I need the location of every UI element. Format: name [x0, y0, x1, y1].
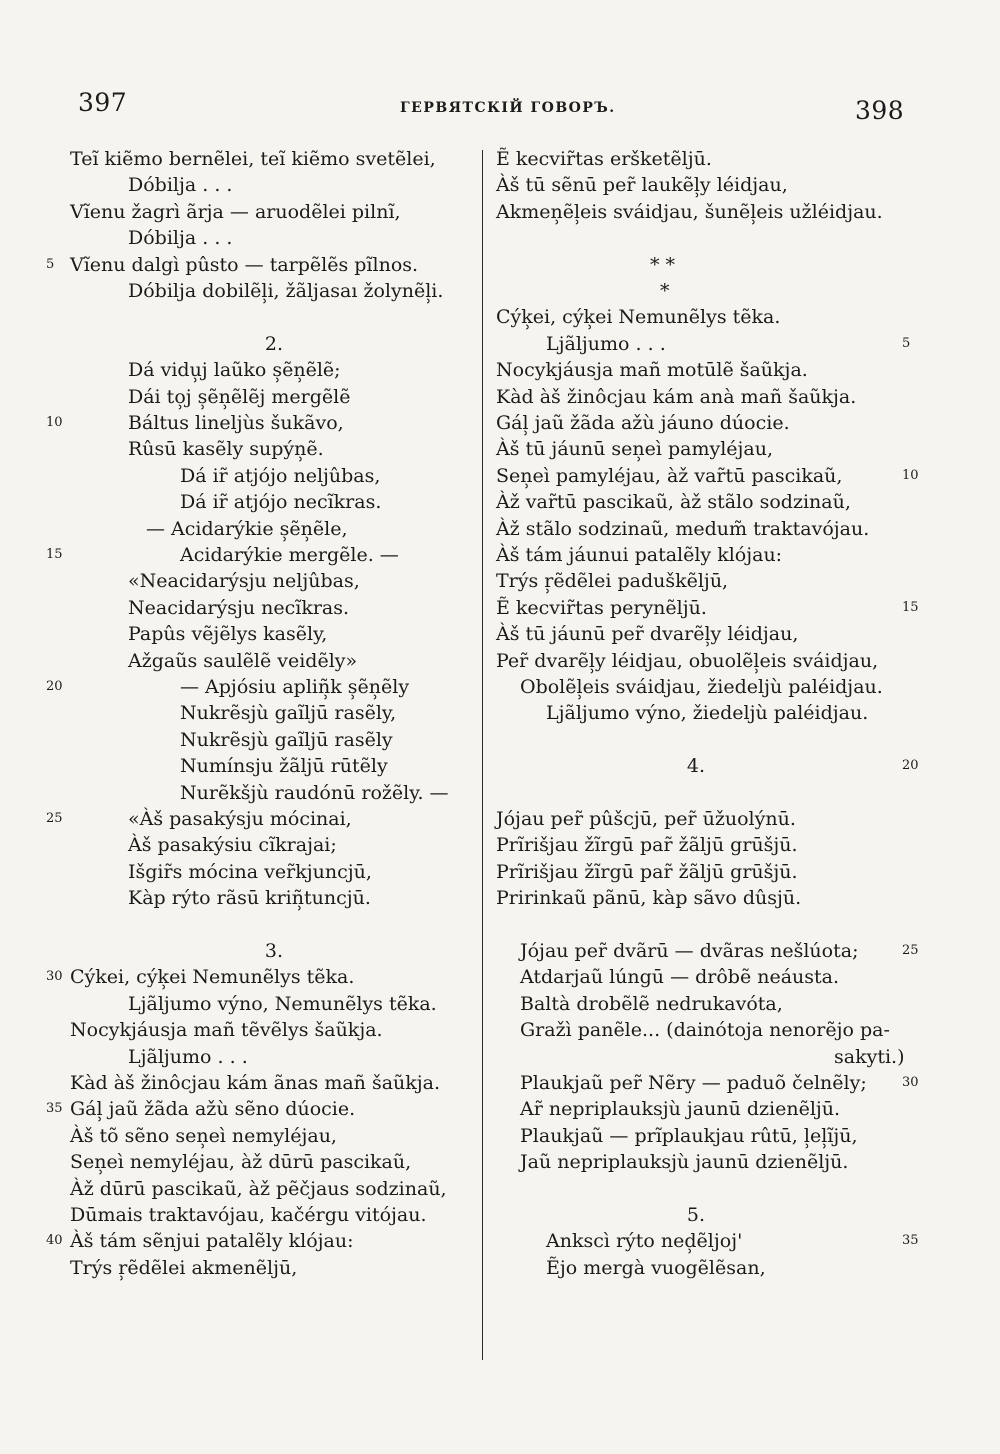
verse-line: Cýkei, cýk̹ei Nemunẽlys tẽka.	[70, 966, 355, 988]
verse-line: Dái to̹j s̹ẽn̹ẽlẽj mergẽlẽ	[128, 386, 351, 408]
verse-line: Àž dūrū pascikaũ, àž pẽčjaus sodzinaũ,	[70, 1178, 447, 1200]
verse-line: Gražı̀ panẽle... (dainótoja nenorẽjo pa-	[520, 1019, 890, 1041]
verse-line: Jójau per̃ dvãrū — dvãras nešlúota;	[520, 940, 859, 962]
verse-line: Akmen̹ẽl̹eis sváidjau, šunẽl̹eis užléidjau.	[496, 201, 883, 223]
verse-line: Cýk̹ei, cýk̹ei Nemunẽlys tẽka.	[496, 306, 781, 328]
verse-line: Jójau per̃ pûšcjū, per̃ ūžuolýnū.	[496, 808, 796, 830]
verse-line: Nurẽkšjù raudónū rožẽly. —	[180, 782, 449, 804]
verse-line: sakyti.)	[834, 1046, 905, 1068]
verse-line: Kàd àš žinôcjau kám anà mañ šaũkja.	[496, 386, 857, 408]
line-number: 30	[46, 969, 63, 984]
column-divider	[482, 150, 483, 1360]
verse-line: Obolẽl̹eis sváidjau, žiedeljù paléidjau.	[520, 676, 883, 698]
line-number: 5	[46, 257, 55, 272]
right-page-number: 398	[855, 96, 905, 125]
verse-line: Numı́nsju žãljū rūtẽly	[180, 755, 388, 777]
verse-line: Dóbilja . . .	[128, 227, 233, 249]
verse-line: Àš pasakýsiu cı̃krajai;	[128, 834, 337, 856]
verse-line: Rûsū kasẽly supýn̹ẽ.	[128, 438, 324, 460]
verse-line: Jaũ nepriplauksjù jaunū dzienẽljū.	[520, 1151, 849, 1173]
verse-line: *	[660, 280, 670, 302]
verse-line: Dóbilja . . .	[128, 174, 233, 196]
verse-line: * *	[650, 254, 676, 276]
verse-line: Papûs vẽjẽlys kasẽly,	[128, 623, 328, 645]
verse-line: Trýs r̹ẽdẽlei paduškẽljū,	[496, 570, 729, 592]
verse-line: «Àš pasakýsju mócinai,	[128, 808, 352, 830]
verse-line: Báltus lineljùs šukãvo,	[128, 412, 344, 434]
verse-line: Ažgaũs saulẽlẽ veidẽly»	[128, 650, 358, 672]
line-number: 5	[902, 336, 911, 351]
verse-line: Kàp rýto rãsū kriñ̹tuncjū.	[128, 887, 371, 909]
verse-line: Išgir̃s mócina ver̃kjuncjū,	[128, 861, 372, 883]
line-number: 35	[902, 1233, 919, 1248]
verse-line: Ljãljumo . . .	[128, 1046, 248, 1068]
verse-line: Nocykjáusja mañ motūlẽ šaũkja.	[496, 359, 808, 381]
running-header-title: ГЕРВЯТСКІЙ ГОВОРЪ.	[400, 100, 616, 116]
verse-line: Plaukjaũ per̃ Nẽry — paduõ čelnẽly;	[520, 1072, 867, 1094]
verse-line: Dá ir̃ atjójo neljûbas,	[180, 465, 381, 487]
verse-line: Neacidarýsju necı̃kras.	[128, 597, 350, 619]
verse-line: Dūmais traktavójau, kačérgu vitójau.	[70, 1204, 427, 1226]
verse-line: Ljãljumo výno, žiedeljù paléidjau.	[546, 702, 869, 724]
verse-line: Dá ir̃ atjójo necı̃kras.	[180, 491, 382, 513]
verse-line: Baltà drobẽlẽ nedrukavóta,	[520, 993, 783, 1015]
verse-line: Àš tám jáunui patalẽly klójau:	[496, 544, 783, 566]
verse-line: Vı̃enu dalgì pûsto — tarpẽlẽs pı̃lnos.	[70, 254, 419, 276]
verse-line: Atdarjaũ lúngū — drôbẽ neáusta.	[520, 966, 840, 988]
line-number: 15	[46, 547, 63, 562]
verse-line: Per̃ dvarẽl̹y léidjau, obuolẽl̹eis sváidjau,	[496, 650, 879, 672]
verse-line: Vı̃enu žagrì ãrja — aruodẽlei pilnı̃,	[70, 201, 401, 223]
line-number: 20	[902, 758, 919, 773]
verse-line: Acidarýkie mergẽle. —	[180, 544, 399, 566]
verse-line: Ljãljumo . . .	[546, 333, 666, 355]
section-number: 3.	[264, 940, 284, 962]
section-number: 5.	[686, 1204, 706, 1226]
section-number: 2.	[264, 333, 284, 355]
line-number: 20	[46, 679, 63, 694]
verse-line: Àš tū jáunū per̃ dvarẽl̹y léidjau,	[496, 623, 799, 645]
verse-line: Trýs r̹ẽdẽlei akmenẽljū,	[70, 1257, 298, 1279]
verse-line: Gál̹ jaũ žãda ažù sẽno dúocie.	[70, 1098, 356, 1120]
verse-line: — Acidarýkie s̹ẽn̹ẽle,	[146, 518, 348, 540]
left-page-number: 397	[78, 88, 128, 117]
line-number: 25	[46, 811, 63, 826]
verse-line: Plaukjaũ — prı̃plaukjau rûtū, l̹el̹ı̃jū,	[520, 1125, 858, 1147]
line-number: 10	[46, 415, 63, 430]
verse-line: Àš tū jáunū sen̹eı̀ pamyléjau,	[496, 438, 774, 460]
verse-line: Prı̃rišjau žı̃rgū par̃ žãljū grūšjū.	[496, 861, 798, 883]
verse-line: Sen̹eı̀ nemyléjau, àž dūrū pascikaũ,	[70, 1151, 412, 1173]
verse-line: «Neacidarýsju neljûbas,	[128, 570, 360, 592]
verse-line: Àž stãlo sodzinaũ, medum̃ traktavójau.	[496, 518, 870, 540]
verse-line: Ljãljumo výno, Nemunẽlys tẽka.	[128, 993, 437, 1015]
verse-line: Sen̹eı̀ pamyléjau, àž var̃tū pascikaũ,	[496, 465, 843, 487]
verse-line: Nocykjáusja mañ tẽvẽlys šaũkja.	[70, 1019, 383, 1041]
verse-line: Kàd àš žinôcjau kám ãnas mañ šaũkja.	[70, 1072, 441, 1094]
line-number: 40	[46, 1233, 63, 1248]
verse-line: Pririnkaũ pãnū, kàp sãvo dûsjū.	[496, 887, 802, 909]
verse-line: Ẽ kecvir̃tas perynẽljū.	[496, 597, 707, 619]
verse-line: Àž var̃tū pascikaũ, àž stãlo sodzinaũ,	[496, 491, 851, 513]
verse-line: Nukrẽsjù gaı̃ljū rasẽly	[180, 729, 393, 751]
verse-line: Ar̃ nepriplauksjù jaunū dzienẽljū.	[520, 1098, 841, 1120]
verse-line: Teı̃ kiẽmo bernẽlei, teı̃ kiẽmo svetẽlei,	[70, 148, 436, 170]
line-number: 35	[46, 1101, 63, 1116]
verse-line: Dóbilja dobilẽl̹i, žãljasaı žolynẽl̹i.	[128, 280, 444, 302]
verse-line: Ẽ kecvir̃tas eršketẽljū.	[496, 148, 712, 170]
verse-line: Àš tám sẽnjui patalẽly klójau:	[70, 1230, 354, 1252]
line-number: 25	[902, 943, 919, 958]
line-number: 15	[902, 600, 919, 615]
verse-line: — Apjósiu apliñ̹k s̹ẽn̹ẽly	[180, 676, 410, 698]
verse-line: Àš tū sẽnū per̃ laukẽl̹y léidjau,	[496, 174, 788, 196]
verse-line: Ankscı̀ rýto ned̹ẽljoj'	[546, 1230, 743, 1252]
line-number: 30	[902, 1075, 919, 1090]
verse-line: Ẽjo mergà vuogẽlẽsan,	[546, 1257, 766, 1279]
verse-line: Dá vidu̹j laũko s̹ẽn̹ẽlẽ;	[128, 359, 341, 381]
line-number: 10	[902, 468, 919, 483]
verse-line: Prı̃rišjau žı̃rgū par̃ žãljū grūšjū.	[496, 834, 798, 856]
verse-line: Gál̹ jaũ žãda ažù jáuno dúocie.	[496, 412, 790, 434]
verse-line: Nukrẽsjù gaı̃ljū rasẽly,	[180, 702, 397, 724]
verse-line: Àš tõ sẽno sen̹eı̀ nemyléjau,	[70, 1125, 337, 1147]
section-number: 4.	[686, 755, 706, 777]
